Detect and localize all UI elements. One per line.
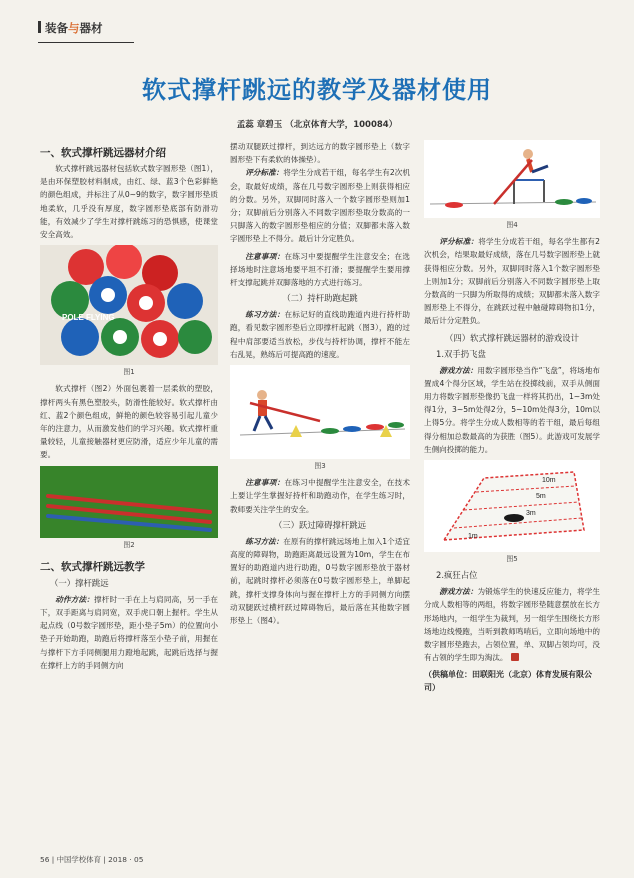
paragraph: 软式撑杆（图2）外面包裹着一层柔软的塑胶，撑杆两头有黑色塑胶头，防滑性能较好。软式撑杆由红、蓝2个颜色组成，鲜艳的颜色较容易引起儿童少年的注意力，从而激发他们的学习兴趣。软式撑杆重量较轻，儿童接触器材更应防滑，适应少年儿童的需要。 bbox=[40, 384, 218, 460]
figure-2-image bbox=[40, 466, 218, 538]
figure-5-label-3m: 3m bbox=[526, 510, 536, 518]
figure-5 bbox=[424, 460, 600, 552]
paragraph bbox=[424, 364, 600, 456]
section-tag bbox=[38, 20, 134, 43]
paragraph bbox=[230, 308, 410, 361]
journal-name: 中国学校体育 bbox=[56, 855, 101, 864]
figure-5-caption: 图5 bbox=[506, 555, 518, 564]
figure-3-image bbox=[230, 365, 410, 459]
paragraph-label: 评分标准： bbox=[245, 168, 284, 178]
subheading: 1.双手扔飞盘 bbox=[436, 348, 486, 359]
figure-1-mat-label: POLE FLYING bbox=[62, 313, 115, 323]
figure-5-label-1m: 1m bbox=[468, 533, 478, 541]
paragraph-text: 撑杆时一手在上与肩同高，另一手在下，双手距离与肩同宽，双手虎口朝上握杆。学生从起点线（0号数字圆形垫，距小垫子5m）的位置向小垫子开始助跑，助跑后将撑杆落至小垫子前，用握在与撑杆下方手同侧腿用力蹬地起跳，起跳后选择与握在撑杆上方的手同侧方向 bbox=[40, 594, 219, 670]
paragraph bbox=[230, 250, 410, 290]
subheading: （三）跃过障碍撑杆跳远 bbox=[273, 519, 367, 530]
paragraph-label: 评分标准： bbox=[439, 237, 479, 247]
paragraph-text: 在标记好的直线助跑道内进行持杆助跑，看见数字圆形垫后立即撑杆起跳（图3），跑的过程中肩部要适当放松，步伐与持杆协调，撑杆不能左右乱晃，熟练后可提高跑的速度。 bbox=[230, 310, 411, 359]
footer-divider: | bbox=[103, 855, 109, 864]
section-tag-amp: 与 bbox=[68, 21, 80, 35]
heading-1: 一、软式撑杆跳远器材介绍 bbox=[40, 147, 166, 159]
figure-4 bbox=[424, 140, 600, 218]
paragraph-text: 在练习中要提醒学生注意安全；在选择场地时注意场地要平坦不打滑；要提醒学生要用撑杆支撑起跳并双脚落地的方式进行练习。 bbox=[230, 251, 411, 288]
paragraph-text: 用数字圆形垫当作“飞盘”，将场地布置成4个得分区域，学生站在投掷线前，双手从侧面用力将数字圆形垫像扔飞盘一样将其扔出，1~3m处得1分，3~5m处得2分，5~10m处得3分，10m以上得5分。将学生分成人数相等的若干组，最后每组得分相加总数最高的为获胜（图5）。此游戏可发展学生侧向投掷的能力。 bbox=[424, 365, 601, 454]
page-footer bbox=[40, 854, 143, 865]
article-title: 软式撑杆跳远的教学及器材使用 bbox=[142, 76, 492, 104]
subheading: （四）软式撑杆跳远器材的游戏设计 bbox=[445, 332, 579, 343]
figure-4-image bbox=[424, 140, 600, 218]
heading-2: 二、软式撑杆跳远教学 bbox=[40, 560, 145, 573]
section-bar-icon bbox=[38, 21, 41, 33]
paragraph-label: 练习方法： bbox=[245, 536, 284, 546]
subheading: 2.疯狂占位 bbox=[436, 570, 478, 581]
paragraph bbox=[424, 235, 600, 327]
paragraph-text: 将学生分成若干组，每名学生有2次机会，取最好成绩，落在几号数字圆形垫上则获得相应的分数。另外，双脚同时落入一个数字圆形垫则加1分；双脚前后分别落入不同数字圆形垫取分数高的一只脚落入的数字圆形垫相应的分值；双脚都未落入数字圆形垫上不得分。最后计分定胜负。 bbox=[230, 168, 410, 244]
subheading: （一）撑杆跳远 bbox=[50, 577, 109, 588]
page-number: 56 bbox=[40, 855, 50, 864]
paragraph-text: 为锻炼学生的快速反应能力，将学生分成人数相等的两组，将数字圆形垫随意摆放在长方形场地内，一组学生为裁判，另一组学生围绕长方形场地边线慢跑，当听到教师鸣哨后，立即向场地中的数字圆形垫跑去，占领位置，单、双脚占领均可，没有占领的学生即为淘汰。 bbox=[424, 587, 601, 663]
figure-5-label-5m: 5m bbox=[536, 493, 546, 501]
paragraph-label: 注意事项： bbox=[245, 478, 285, 488]
figure-1-caption: 图1 bbox=[123, 368, 135, 377]
figure-3-caption: 图3 bbox=[314, 462, 326, 471]
paragraph-label: 注意事项： bbox=[245, 251, 285, 261]
figure-5-image bbox=[424, 460, 600, 552]
figure-2-caption: 图2 bbox=[123, 540, 135, 549]
figure-2 bbox=[40, 466, 218, 538]
paragraph-text: 在原有的撑杆跳远场地上加入1个适宜高度的障碍物，助跑距离最远设置为10m，学生在布置好的助跑道内进行助跑，0号数字圆形垫放于器材前，起跳时撑杆必须落在0号数字圆形垫上，单脚起跳，撑杆支撑身体向与握在撑杆上方的手同侧方向摆动双腿跃过横杆跃过障碍物后，最后落在其他数字圆形垫上（图4）。 bbox=[230, 536, 410, 626]
figure-1 bbox=[40, 245, 218, 365]
column-3 bbox=[424, 140, 600, 694]
paragraph: 摆动双腿跃过撑杆，到达远方的数字圆形垫上（数字圆形垫下有柔软的体操垫）。 bbox=[230, 142, 410, 165]
column-1 bbox=[40, 140, 218, 672]
paragraph-label: 游戏方法： bbox=[439, 587, 478, 597]
paragraph-label: 游戏方法： bbox=[439, 365, 478, 375]
issue-date: 2018 · 05 bbox=[108, 855, 144, 864]
figure-1-image bbox=[40, 245, 218, 365]
paragraph-text: 将学生分成若干组，每名学生都有2次机会，结果取最好成绩，落在几号数字圆形垫上就获得相应分数。另外，双脚同时落入1个数字圆形垫上则加1分；双脚前后分别落入不同数字圆形垫上取分数高的一只脚为所取得的成绩；双脚都未落入数字圆形垫上不得分，在跳跃过程中触碰障碍物扣1分，最后计分定胜负。 bbox=[424, 237, 600, 326]
paragraph bbox=[230, 476, 410, 516]
figure-4-caption: 图4 bbox=[506, 221, 518, 229]
figure-3 bbox=[230, 365, 410, 459]
paragraph-label: 练习方法： bbox=[245, 310, 285, 320]
paragraph bbox=[230, 535, 410, 627]
end-mark-icon bbox=[511, 653, 519, 661]
paragraph: 软式撑杆跳远器材包括软式数字圆形垫（图1），是由环保塑胶材料制成，由红、绿、蓝3个色彩鲜艳的颜色组成，并标注了从0~9的数字，数字圆形垫质地柔软，几乎没有厚度，数字圆形垫底部有防滑功能，有效减少了学生对撑杆跳练习的恐惧感，使课堂安全高效。 bbox=[40, 164, 218, 240]
section-tag-text-1: 装备 bbox=[45, 21, 68, 35]
section-tag-text-2: 器材 bbox=[79, 21, 103, 35]
affiliation: （供稿单位：田联阳光（北京）体育发展有限公司） bbox=[424, 670, 592, 693]
paragraph-text: 在练习中提醒学生注意安全，在技术上要让学生掌握好持杆和助跑动作，在学生练习时，教师要关注学生的安全。 bbox=[230, 478, 411, 514]
paragraph bbox=[230, 166, 410, 245]
paragraph-label: 动作方法： bbox=[55, 594, 94, 604]
paragraph bbox=[40, 593, 218, 672]
column-2 bbox=[230, 140, 410, 627]
figure-5-label-10m: 10m bbox=[542, 477, 556, 485]
article-byline: 孟蕊 章碧玉 （北京体育大学，100084） bbox=[236, 120, 398, 130]
subheading: （二）持杆助跑起跳 bbox=[282, 293, 358, 304]
footer-divider: | bbox=[51, 855, 57, 864]
paragraph bbox=[424, 585, 600, 664]
